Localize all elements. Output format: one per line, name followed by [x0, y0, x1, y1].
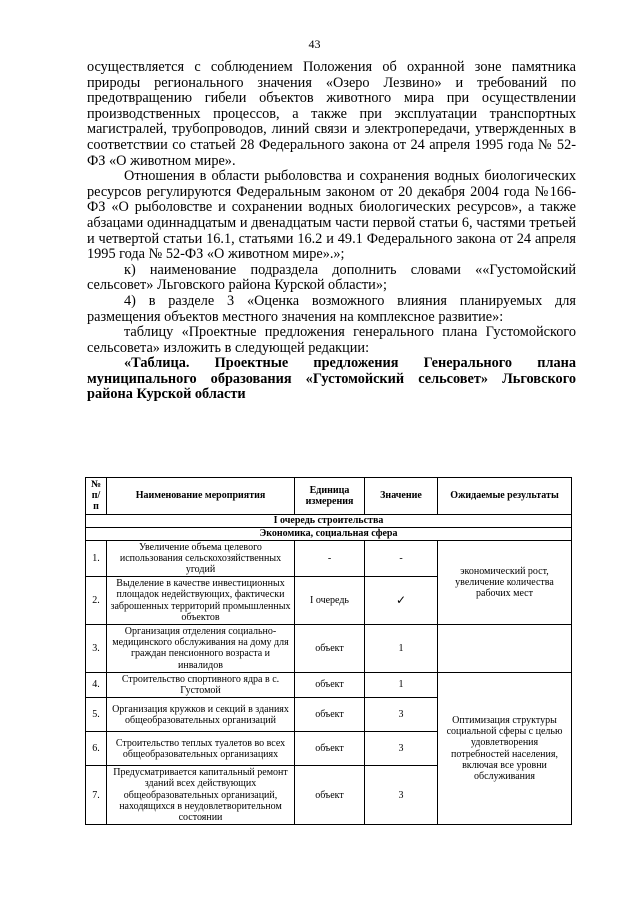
row-unit: I очередь: [295, 577, 365, 625]
row-num: 1.: [86, 540, 107, 577]
row-num: 2.: [86, 577, 107, 625]
page-number: 43: [308, 37, 321, 51]
row-name: Предусматривается капитальный ремонт зданий всех действующих общеобразовательных организаций, находящихся в неудовлетворительном состоянии: [107, 766, 295, 825]
subsection-row: [86, 527, 572, 540]
header-results: Ожидаемые результаты: [438, 478, 572, 515]
proposals-table: [85, 477, 572, 825]
row-name: Увеличение объема целевого использования сельскохозяйственных угодий: [107, 540, 295, 577]
header-value: Значение: [365, 478, 438, 515]
document-body: [87, 60, 576, 403]
row-name: Организация отделения социально-медицинского обслуживания на дому для граждан пенсионного возраста и инвалидов: [107, 625, 295, 673]
row-unit: объект: [295, 672, 365, 697]
row-value: 1: [365, 672, 438, 697]
row-unit: объект: [295, 698, 365, 732]
row-value: 3: [365, 698, 438, 732]
row-num: 3.: [86, 625, 107, 673]
row-unit: -: [295, 540, 365, 577]
row-unit: объект: [295, 625, 365, 673]
table-row: [86, 672, 572, 697]
row-num: 4.: [86, 672, 107, 697]
row-num: 6.: [86, 732, 107, 766]
row-name: Выделение в качестве инвестиционных площадок недействующих, фактически заброшенных территорий промышленных объектов: [107, 577, 295, 625]
checkmark-icon: ✓: [365, 577, 438, 625]
table-row: [86, 625, 572, 673]
row-unit: объект: [295, 732, 365, 766]
row-value: 3: [365, 732, 438, 766]
row-result-social: Оптимизация структуры социальной сферы с целью удовлетворения потребностей населения, включая все уровни обслуживания: [438, 672, 572, 824]
section-row: [86, 514, 572, 527]
row-num: 5.: [86, 698, 107, 732]
paragraph-2: Отношения в области рыболовства и сохранения водных биологических ресурсов регулируются Федеральным законом от 20 декабря 2004 года №166-ФЗ «О рыболовстве и сохранении водных биологических ресурсов», а также абзацами одиннадцатым и двенадцатым части первой статьи 6, частями третьей и четвертой статьи 16.1, статьями 16.2 и 49.1 Федерального закона от 24 апреля 1995 года № 52-ФЗ «О животном мире».»;: [87, 168, 576, 263]
paragraph-1: осуществляется с соблюдением Положения об охранной зоне памятника природы регионального значения «Озеро Лезвино» и требований по предотвращению гибели объектов животного мира при осуществлении производственных процессов, а также при эксплуатации транспортных магистралей, трубопроводов, линий связи и электропередачи, утвержденных в соответствии со статьей 28 Федерального закона от 24 апреля 1995 года № 52-ФЗ «О животном мире».: [87, 59, 576, 169]
section-title: I очередь строительства: [86, 514, 572, 527]
row-name: Строительство теплых туалетов во всех общеобразовательных организациях: [107, 732, 295, 766]
paragraph-3: к) наименование подраздела дополнить словами ««Густомойский сельсовет» Льговского района Курской области»;: [87, 261, 576, 294]
paragraph-5: таблицу «Проектные предложения генерального плана Густомойского сельсовета» изложить в следующей редакции:: [87, 324, 576, 356]
table-header-row: [86, 478, 572, 515]
header-unit: Единица измерения: [295, 478, 365, 515]
subsection-title: Экономика, социальная сфера: [86, 527, 572, 540]
row-value: 3: [365, 766, 438, 825]
row-value: -: [365, 540, 438, 577]
paragraph-4: 4) в разделе 3 «Оценка возможного влияния планируемых для размещения объектов местного значения на комплексное развитие»:: [87, 292, 576, 325]
row-name: Организация кружков и секций в зданиях общеобразовательных организаций: [107, 698, 295, 732]
row-result-economic: экономический рост, увеличение количества рабочих мест: [438, 540, 572, 624]
row-result-empty: [438, 625, 572, 673]
row-unit: объект: [295, 766, 365, 825]
table-title: «Таблица. Проектные предложения Генерального плана муниципального образования «Густомойский сельсовет» Льговского района Курской области: [87, 355, 576, 403]
row-name: Строительство спортивного ядра в с. Густомой: [107, 672, 295, 697]
row-num: 7.: [86, 766, 107, 825]
row-value: 1: [365, 625, 438, 673]
header-num: № п/п: [86, 478, 107, 515]
proposals-table-wrap: [85, 477, 571, 825]
header-name: Наименование мероприятия: [107, 478, 295, 515]
table-row: [86, 540, 572, 577]
